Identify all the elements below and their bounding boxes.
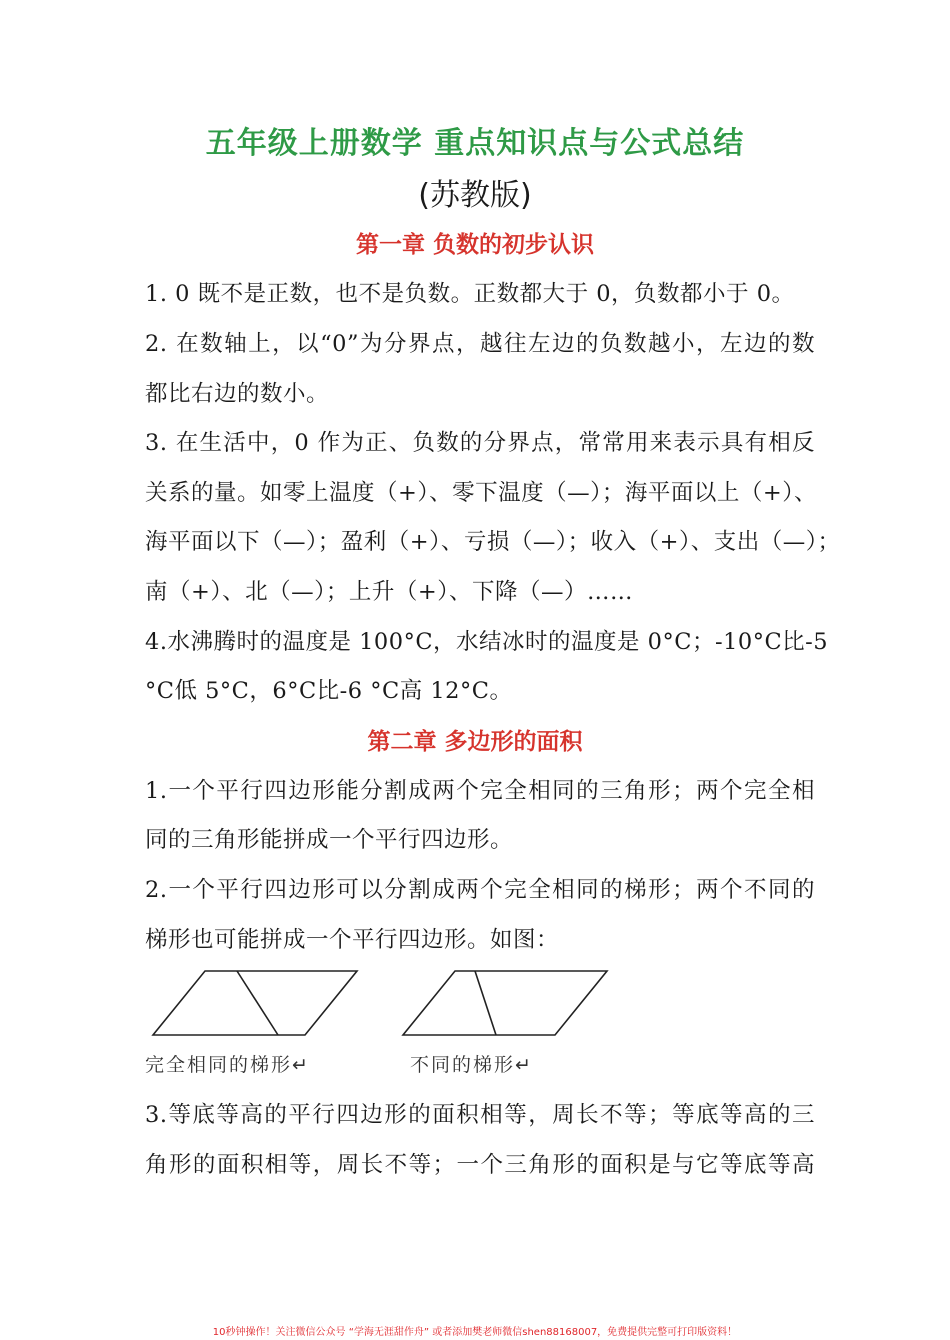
footer-notice: 10秒钟操作！关注微信公众号 “学海无涯甜作舟” 或者添加樊老师微信shen88168007，免费提供完整可打印版资料！ — [212, 1327, 738, 1338]
chapter2-line-1: 1.一个平行四边形能分割成两个完全相同的三角形；两个完全相 — [145, 778, 815, 804]
chapter2-line-3: 2.一个平行四边形可以分割成两个完全相同的梯形；两个不同的 — [145, 877, 815, 903]
chapter1-line-8: 4.水沸腾时的温度是 100°C，水结冰时的温度是 0°C；-10°C比-5 — [145, 629, 829, 655]
chapter1-line-9: °C低 5°C，6°C比-6 °C高 12°C。 — [145, 678, 513, 704]
chapter1-heading: 第一章 负数的初步认识 — [355, 232, 594, 258]
figure-caption-identical: 完全相同的梯形↵ — [145, 1054, 310, 1076]
figure-caption-different: 不同的梯形↵ — [410, 1054, 533, 1076]
chapter1-line-3: 都比右边的数小。 — [145, 381, 330, 407]
chapter2-line-2: 同的三角形能拼成一个平行四边形。 — [145, 827, 514, 853]
chapter1-line-1: 1. 0 既不是正数，也不是负数。正数都大于 0，负数都小于 0。 — [145, 281, 795, 307]
chapter2-line-6: 角形的面积相等，周长不等；一个三角形的面积是与它等底等高 — [145, 1152, 815, 1178]
chapter1-line-2: 2. 在数轴上，以“0”为分界点，越往左边的负数越小，左边的数 — [145, 331, 815, 357]
chapter1-line-5: 关系的量。如零上温度（+）、零下温度（—）；海平面以上（+）、 — [145, 480, 817, 506]
page-subtitle: (苏教版) — [418, 178, 532, 213]
chapter1-line-6: 海平面以下（—）；盈利（+）、亏损（—）；收入（+）、支出（—）； — [145, 529, 841, 555]
chapter1-line-7: 南（+）、北（—）；上升（+）、下降（—）…… — [145, 579, 633, 605]
chapter2-heading: 第二章 多边形的面积 — [367, 729, 583, 755]
parallelogram-figure-different-trapezoids — [395, 965, 615, 1040]
parallelogram-figure-identical-trapezoids — [145, 965, 365, 1040]
page-title: 五年级上册数学 重点知识点与公式总结 — [205, 126, 745, 161]
chapter2-line-4: 梯形也可能拼成一个平行四边形。如图： — [145, 927, 560, 953]
chapter1-line-4: 3. 在生活中，0 作为正、负数的分界点，常常用来表示具有相反 — [145, 430, 815, 456]
chapter2-line-5: 3.等底等高的平行四边形的面积相等，周长不等；等底等高的三 — [145, 1102, 815, 1128]
